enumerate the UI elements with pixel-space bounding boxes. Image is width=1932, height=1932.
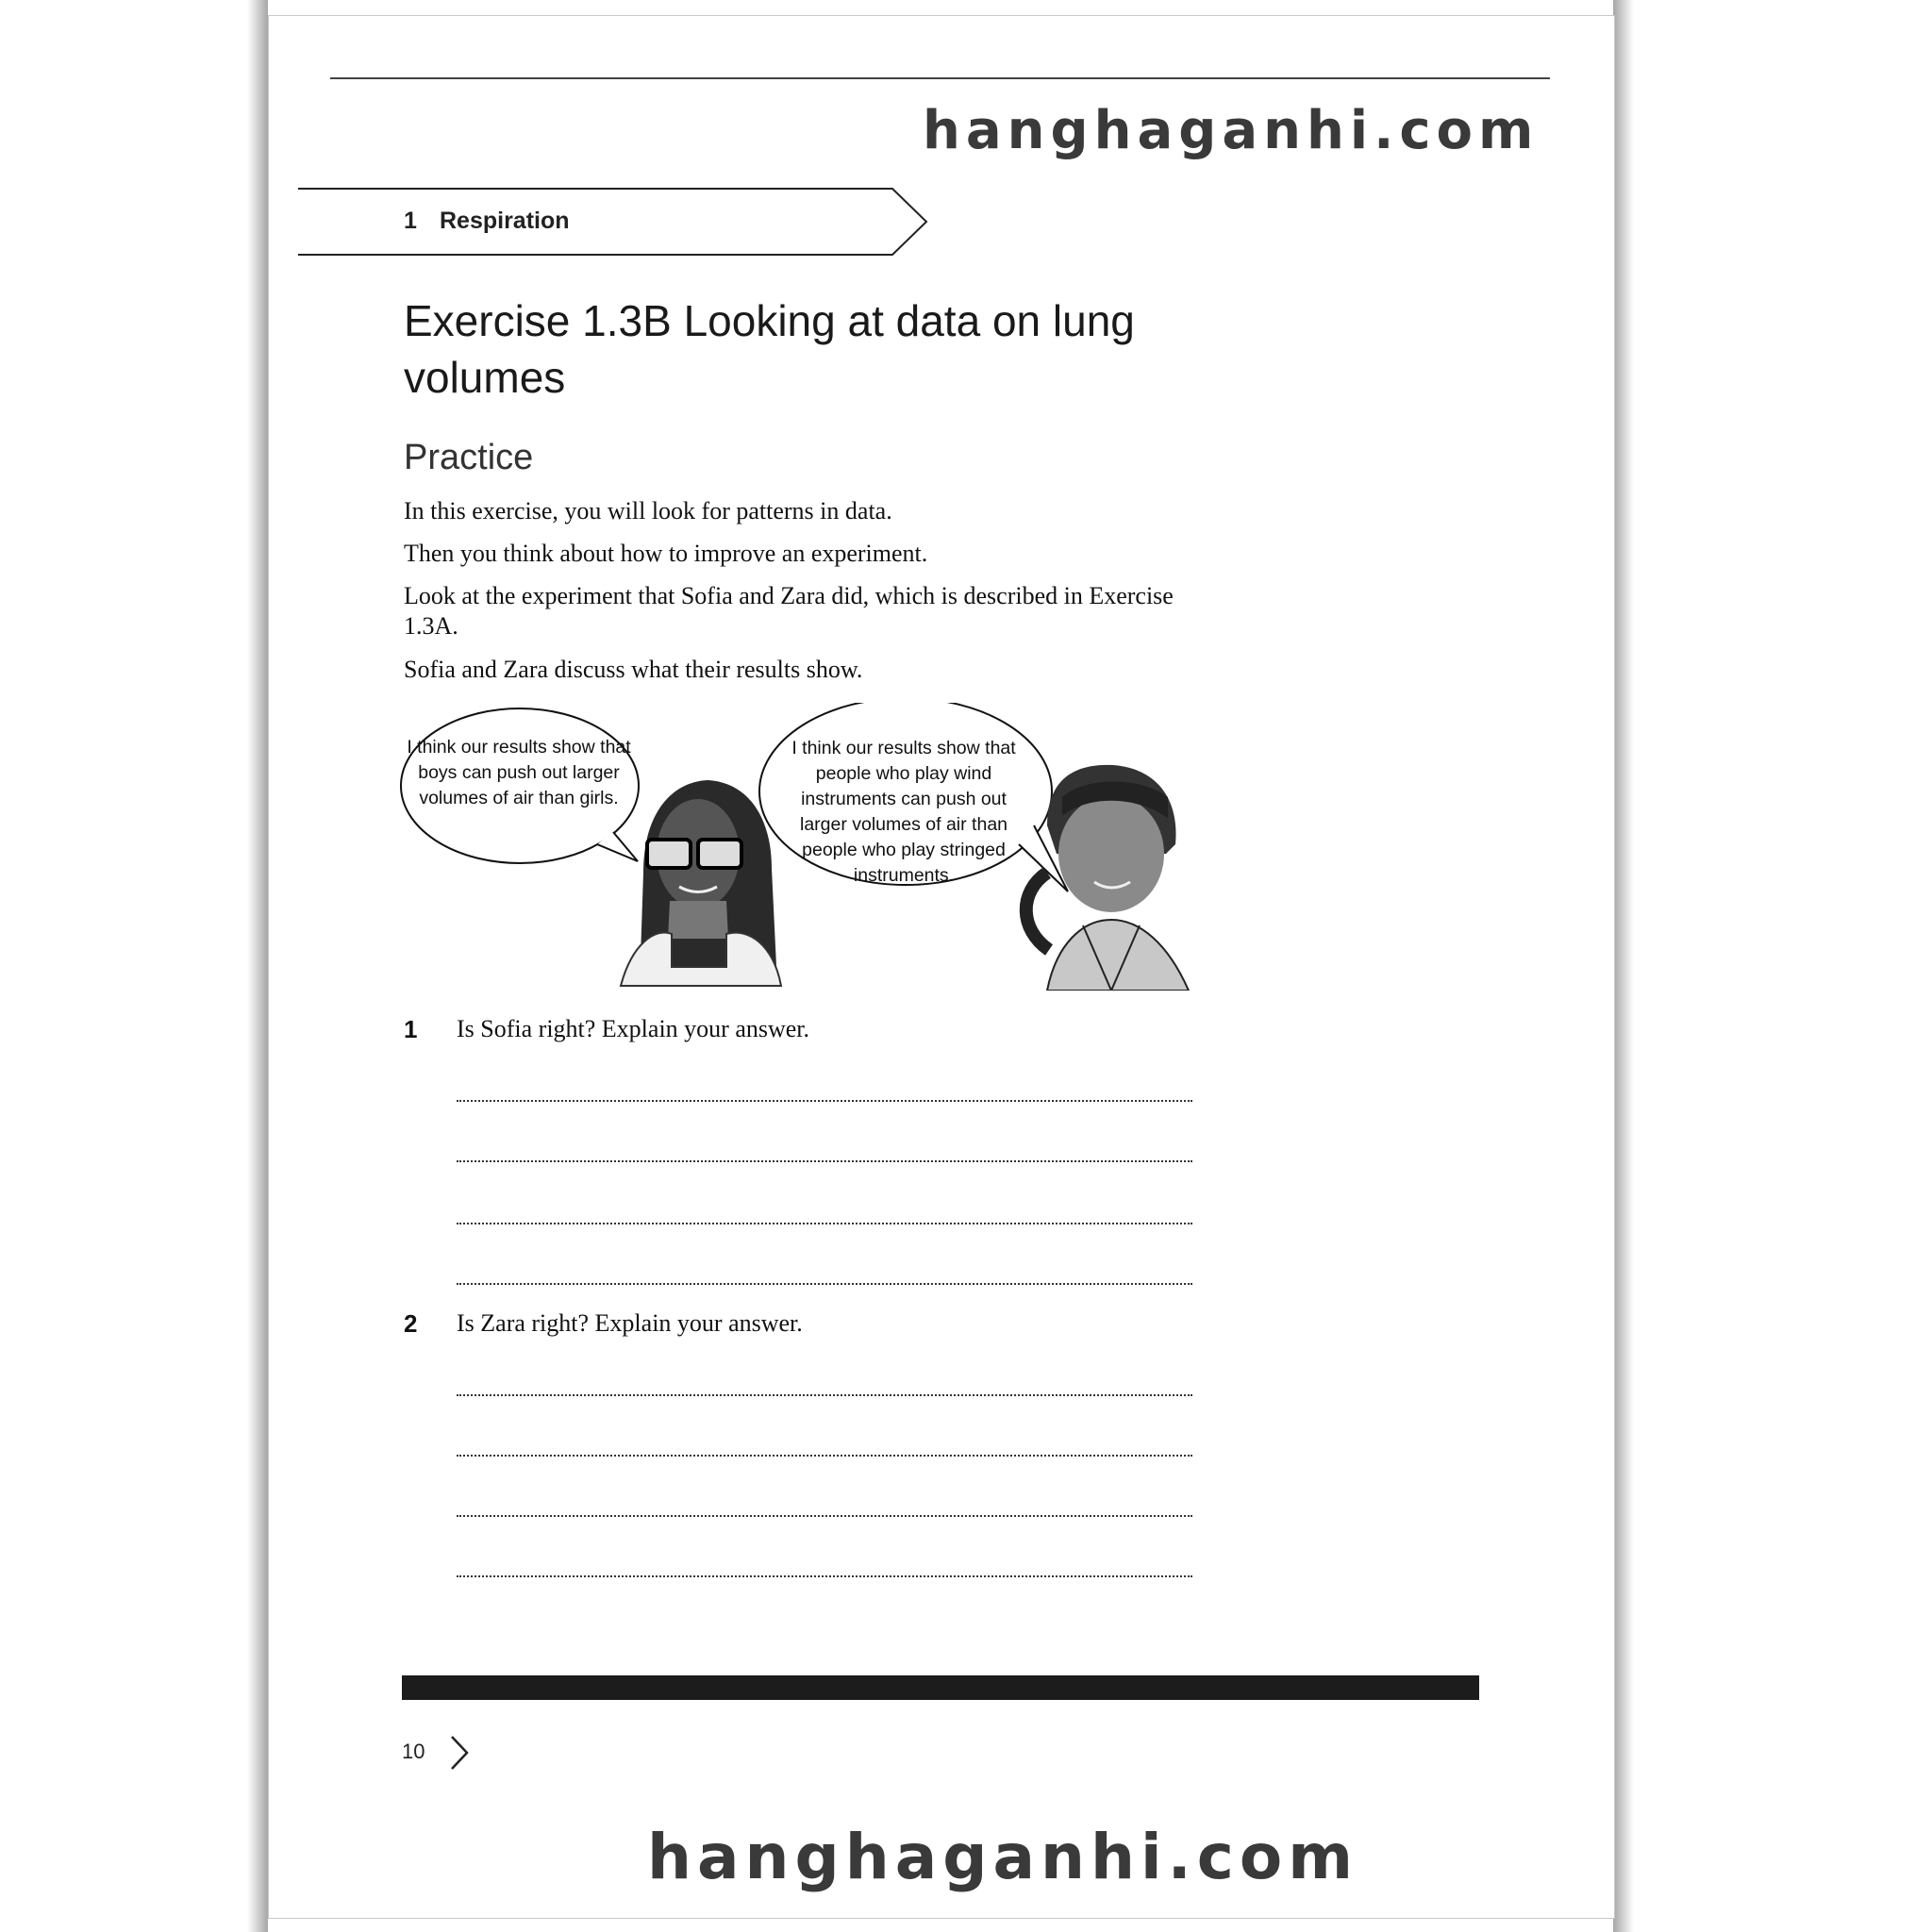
answer-line[interactable] bbox=[457, 1575, 1192, 1577]
answer-line[interactable] bbox=[457, 1160, 1192, 1162]
speech-text-zara: I think our results show that people who play wind instruments can push out larger volumes of air than people who play stringed instruments. bbox=[791, 738, 1016, 886]
section-heading: Practice bbox=[404, 438, 534, 477]
page-shadow-left bbox=[247, 0, 268, 1932]
cartoon-illustration bbox=[396, 703, 1198, 991]
chapter-tab bbox=[298, 187, 928, 257]
answer-line[interactable] bbox=[457, 1100, 1192, 1102]
sofia-character bbox=[621, 780, 781, 986]
chapter-number: 1 bbox=[404, 208, 417, 234]
watermark-top: hanghaganhi.com bbox=[923, 100, 1540, 161]
question-number: 1 bbox=[404, 1015, 418, 1043]
intro-paragraph: Look at the experiment that Sofia and Zara did, which is described in Exercise 1.3A. bbox=[404, 582, 1174, 640]
question-text: Is Sofia right? Explain your answer. bbox=[457, 1015, 810, 1042]
answer-line[interactable] bbox=[457, 1283, 1192, 1285]
footer-bar bbox=[402, 1675, 1479, 1700]
answer-line[interactable] bbox=[457, 1515, 1192, 1517]
watermark-bottom: hanghaganhi.com bbox=[647, 1821, 1358, 1893]
speech-text-sofia: I think our results show that boys can push out larger volumes of air than girls. bbox=[407, 737, 631, 808]
question-text: Is Zara right? Explain your answer. bbox=[457, 1309, 803, 1337]
answer-line[interactable] bbox=[457, 1223, 1192, 1224]
chapter-tab-outline bbox=[298, 187, 928, 257]
exercise-title: Exercise 1.3B Looking at data on lung volumes bbox=[404, 296, 1135, 402]
page-number: 10 bbox=[402, 1740, 425, 1763]
answer-line[interactable] bbox=[457, 1394, 1192, 1396]
page-shadow-right bbox=[1613, 0, 1634, 1932]
intro-paragraph: Sofia and Zara discuss what their results show. bbox=[404, 656, 863, 683]
chevron-right-icon bbox=[447, 1734, 472, 1772]
intro-paragraph: In this exercise, you will look for patterns in data. bbox=[404, 497, 892, 525]
intro-paragraph: Then you think about how to improve an experiment. bbox=[404, 540, 928, 567]
question-number: 2 bbox=[404, 1309, 418, 1338]
answer-line[interactable] bbox=[457, 1455, 1192, 1457]
chapter-title: Respiration bbox=[440, 208, 570, 234]
top-rule bbox=[330, 77, 1550, 79]
